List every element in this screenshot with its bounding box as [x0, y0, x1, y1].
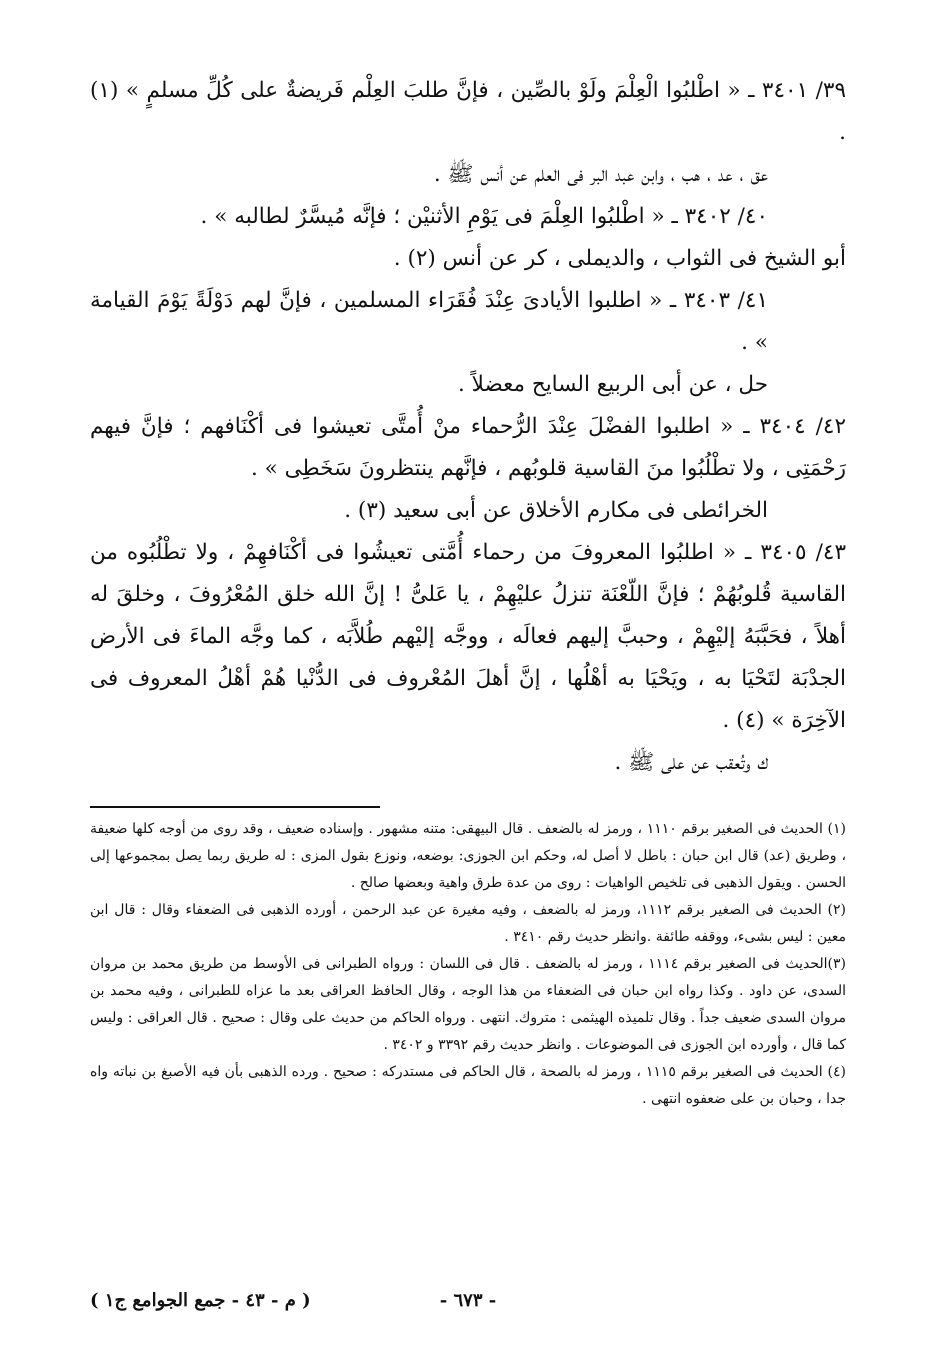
- hadith-source-39: عق ، عد ، هب ، وابن عبد البر فى العلم عن أنس ﷺ .: [433, 162, 768, 187]
- hadith-source-40: أبو الشيخ فى الثواب ، والديملى ، كر عن أنس (٢) .: [393, 246, 846, 271]
- hadith-source-41: حل ، عن أبى الربيع السايح معضلاً .: [457, 372, 768, 397]
- page-footer: [90, 1290, 846, 1320]
- page-number: - ٦٧٣ -: [439, 1290, 497, 1311]
- hadith-source-43: ك وتُعقب عن على ﷺ .: [614, 750, 768, 775]
- footnote-3: (٣)الحديث فى الصغير برقم ١١١٤ ، ورمز له بالضعف . قال فى اللسان : ورواه الطبرانى فى الأوسط من طريق محمد بن مروان السدى، عن داود . وكذا رواه ابن حبان فى الضعفاء من هذا الوجه ، وقال الحافظ العراقى بعد ما عزاه للطبرانى ، وفيه محمد بن مروان السدى ضعيف جداً . وقال تلميذه الهيثمى : متروك. انتهى . ورواه الحاكم من حديث على وقال : صحيح . قال العراقى : وليس كما قال ، وأورده ابن الجوزى فى الموضوعات . وانظر حديث رقم ٣٣٩٢ و ٣٤٠٢ .: [90, 956, 846, 1053]
- footnotes: [90, 816, 846, 1113]
- footnote-divider: [90, 806, 380, 808]
- hadith-entry-39: ٣٩/ ٣٤٠١ ـ « اطْلبُوا الْعِلْمَ ولَوْ بالصِّين ، فإنَّ طلبَ العِلْم فَريضةٌ على كُلِّ مسلمٍ » (١) .: [90, 78, 846, 145]
- hadith-entry-41: ٤١/ ٣٤٠٣ ـ « اطلبوا الأيادىَ عِنْدَ فُقَرَاء المسلمين ، فإنَّ لهم دَوْلَةً يَوْمَ القيامة » .: [90, 288, 768, 355]
- hadith-entry-40: ٤٠/ ٣٤٠٢ ـ « اطْلبُوا العِلْمَ فى يَوْمِ الأثنيْن ؛ فإنَّه مُيسَّرٌ لطالبه » .: [200, 204, 768, 229]
- hadith-entry-42: ٤٢/ ٣٤٠٤ ـ « اطلبوا الفضْلَ عِنْدَ الرُّحماء منْ أُمتَّى تعيشوا فى أكْنَافهم ؛ فإنَّ فيهم رَحْمَتِى ، ولا تطْلُبُوا منَ القاسية قلوبُهم ، فإنَّهم ينتظرونَ سَخَطِى » .: [90, 414, 846, 481]
- hadith-body: [90, 70, 846, 784]
- book-reference: ( م - ٤٣ - جمع الجوامع ج١ ): [90, 1290, 311, 1311]
- hadith-source-42: الخرائطى فى مكارم الأخلاق عن أبى سعيد (٣) .: [344, 498, 768, 523]
- footnote-2: (٢) الحديث فى الصغير برقم ١١١٢، ورمز له بالضعف ، وفيه مغيرة عن عبد الرحمن ، أورده الذهبى فى الضعفاء وقال : قال ابن معين : ليس بشىء، ووقفه طائفة .وانظر حديث رقم ٣٤١٠ .: [90, 902, 847, 945]
- hadith-entry-43: ٤٣/ ٣٤٠٥ ـ « اطلبُوا المعروفَ من رحماء أُمَّتى تعيشُوا فى أكْنَافهِمْ ، ولا تطْلُبُوه من القاسية قُلوبُهُمْ ؛ فإنَّ اللّعْنَة تنزلُ عليْهِمْ ، يا عَلىُّ ! إنَّ الله خلق المُعْرُوفَ ، وخلقَ له أهلاً ، فحَبَّبَهُ إليْهِمْ ، وحببَّ إليهم فعالَه ، ووجَّه إليْهم طُلاَّبَه ، كما وجَّه الماءَ فى الأرض الجدْبَة لتَحْيَا به ، ويَحْيَا به أهْلُها ، إنَّ أهلَ المُعْروف فى الدُّنْيا هُمْ أهْلُ المعروف فى الآخِرَة » (٤) .: [90, 540, 846, 733]
- footnote-4: (٤) الحديث فى الصغير برقم ١١١٥ ، ورمز له بالصحة ، قال الحاكم فى مستدركه : صحيح . ورده الذهبى بأن فيه الأصبغ بن نباته واه جدا ، وحبان بن على ضعفوه انتهى .: [90, 1064, 847, 1107]
- footnote-1: (١) الحديث فى الصغير برقم ١١١٠ ، ورمز له بالضعف . قال البيهقى: متنه مشهور . وإسناده ضعيف ، وقد روى من أوجه كلها ضعيفة ، وطريق (عد) قال ابن حبان : باطل لا أصل له، وحكم ابن الجوزى: بوضعه، ونوزع بقول المزى : له طريق ربما يصل بمجموعها إلى الحسن . ويقول الذهبى فى تلخيص الواهيات : روى من عدة طرق واهية وبعضها صالح .: [90, 821, 846, 891]
